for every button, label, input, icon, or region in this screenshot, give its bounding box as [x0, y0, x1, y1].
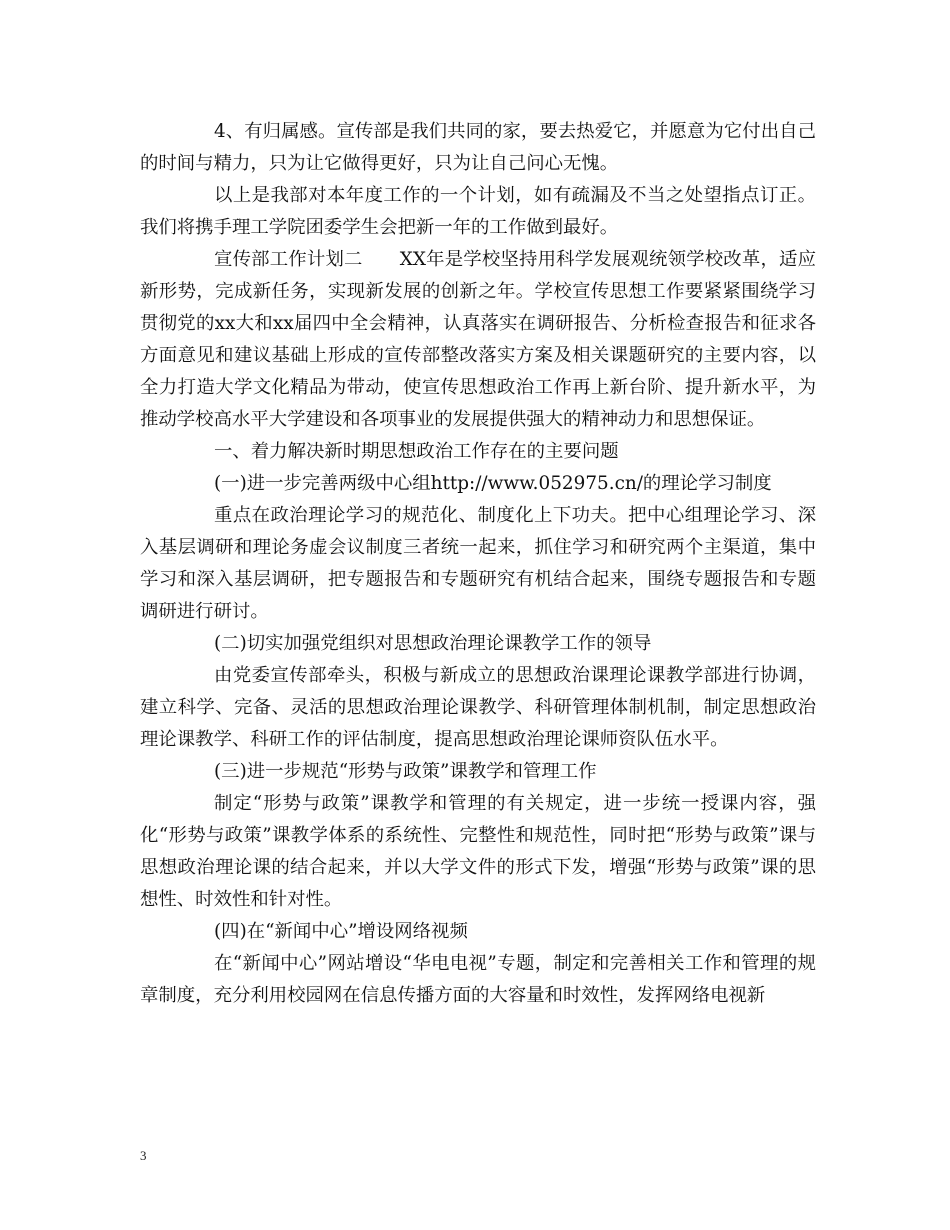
paragraph-party-leadership: 由党委宣传部牵头，积极与新成立的思想政治课理论课教学部进行协调，建立科学、完备、灵活的思想政治理论课教学、科研管理体制机制，制定思想政治理论课教学、科研工作的评估制度，提高思想政治理论课师资队伍水平。: [140, 665, 816, 750]
paragraph-news-video: 在“新闻中心”网站增设“华电电视”专题，制定和完善相关工作和管理的规章制度，充分利用校园网在信息传播方面的大容量和时效性，发挥网络电视新: [140, 953, 816, 1006]
document-body: [140, 116, 816, 1012]
paragraph-situation-policy: 制定“形势与政策”课教学和管理的有关规定，进一步统一授课内容，强化“形势与政策”课教学体系的系统性、完整性和规范性，同时把“形势与政策”课与思想政治理论课的结合起来，并以大学文件的形式下发，增强“形势与政策”课的思想性、时效性和针对性。: [140, 793, 816, 910]
subheading-party-leadership: (二)切实加强党组织对思想政治理论课教学工作的领导: [214, 633, 652, 654]
paragraph-study-system: 重点在政治理论学习的规范化、制度化上下功夫。把中心组理论学习、深入基层调研和理论务虚会议制度三者统一起来，抓住学习和研究两个主渠道，集中学习和深入基层调研，把专题报告和专题研究有机结合起来，围绕专题报告和专题调研进行研讨。: [140, 505, 816, 622]
page-number: 3: [140, 1148, 147, 1163]
paragraph-summary: 以上是我部对本年度工作的一个计划，如有疏漏及不当之处望指点订正。我们将携手理工学院团委学生会把新一年的工作做到最好。: [140, 185, 816, 238]
paragraph-belonging: 4、有归属感。宣传部是我们共同的家，要去热爱它，并愿意为它付出自己的时间与精力，只为让它做得更好，只为让自己问心无愧。: [140, 121, 816, 174]
subheading-situation-policy: (三)进一步规范“形势与政策”课教学和管理工作: [214, 761, 597, 782]
subheading-news-video: (四)在“新闻中心”增设网络视频: [214, 921, 468, 942]
paragraph-plan-two-intro: 宣传部工作计划二 XX年是学校坚持用科学发展观统领学校改革，适应新形势，完成新任务，实现新发展的创新之年。学校宣传思想工作要紧紧围绕学习贯彻党的xx大和xx届四中全会精神，认真落实在调研报告、分析检查报告和征求各方面意见和建议基础上形成的宣传部整改落实方案及相关课题研究的主要内容，以全力打造大学文化精品为带动，使宣传思想政治工作再上新台阶、提升新水平，为推动学校高水平大学建设和各项事业的发展提供强大的精神动力和思想保证。: [140, 249, 816, 430]
subheading-study-system: (一)进一步完善两级中心组http://www.052975.cn/的理论学习制度: [214, 473, 772, 494]
section-heading-main-problems: 一、着力解决新时期思想政治工作存在的主要问题: [214, 441, 619, 462]
